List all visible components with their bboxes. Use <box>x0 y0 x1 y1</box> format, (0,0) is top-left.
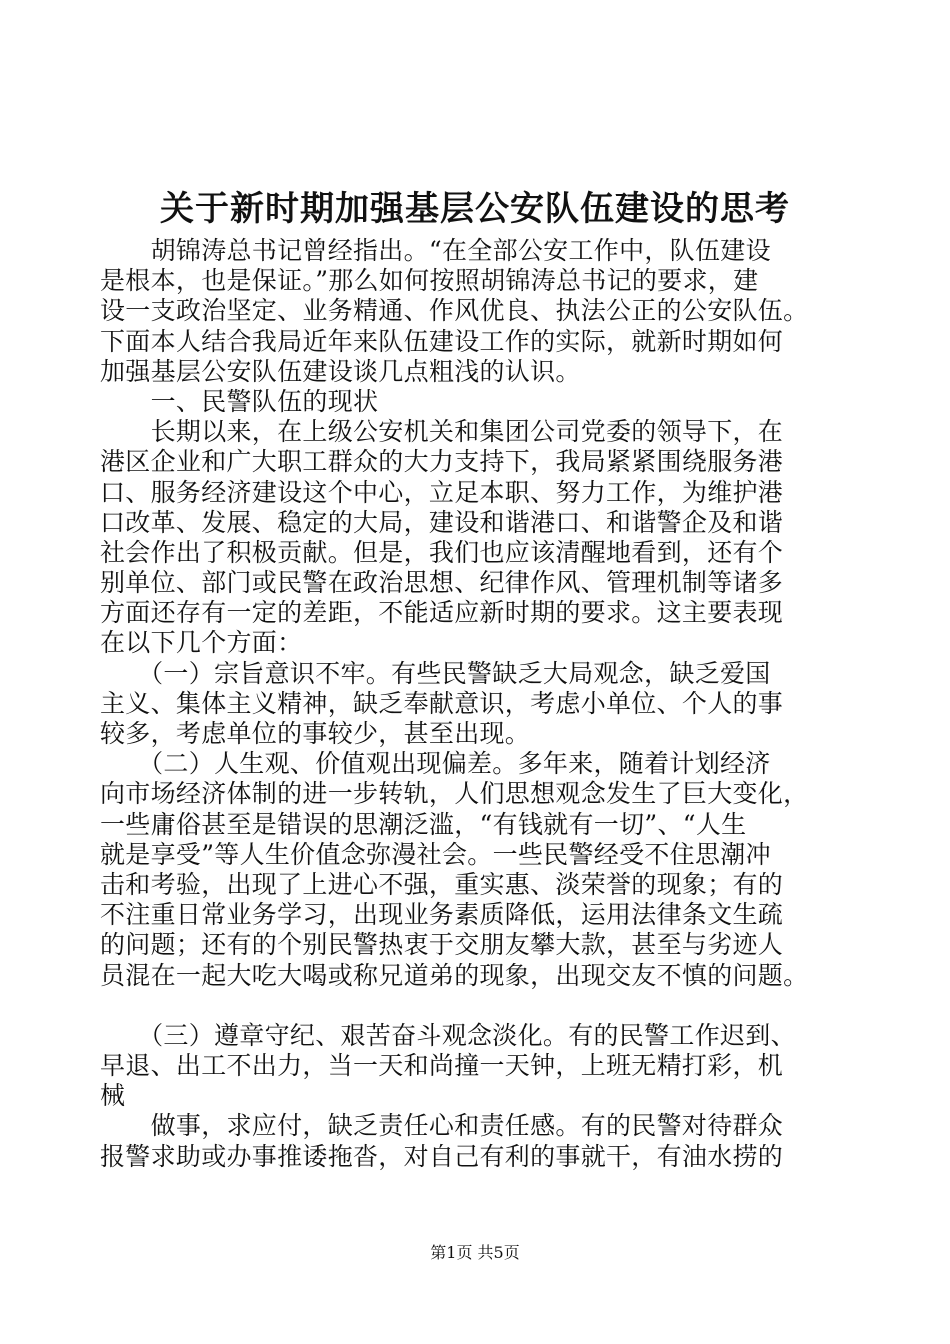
body-line: 设一支政治坚定、业务精通、作风优良、执法公正的公安队伍。 <box>100 296 809 326</box>
body-line: 报警求助或办事推诿拖沓，对自己有利的事就干，有油水捞的 <box>100 1141 784 1171</box>
body-line: 击和考验，出现了上进心不强，重实惠、淡荣誉的现象；有的 <box>100 869 784 899</box>
body-line: 主义、集体主义精神，缺乏奉献意识，考虑小单位、个人的事 <box>100 688 784 718</box>
body-line: 长期以来，在上级公安机关和集团公司党委的领导下，在 <box>100 417 784 447</box>
body-line: 在以下几个方面： <box>100 628 303 658</box>
body-line: 口、服务经济建设这个中心，立足本职、努力工作，为维护港 <box>100 477 784 507</box>
body-line: （一）宗旨意识不牢。有些民警缺乏大局观念，缺乏爱国 <box>100 658 771 688</box>
page-number-footer: 第1页 共5页 <box>430 1243 520 1262</box>
document-title: 关于新时期加强基层公安队伍建设的思考 <box>160 189 790 229</box>
body-line: （二）人生观、价值观出现偏差。多年来，随着计划经济 <box>100 749 771 779</box>
document-body <box>100 236 860 1172</box>
body-line: 是根本，也是保证。”那么如何按照胡锦涛总书记的要求，建 <box>100 266 759 296</box>
body-line: 下面本人结合我局近年来队伍建设工作的实际，就新时期如何 <box>100 326 784 356</box>
body-line: 一、民警队伍的现状 <box>100 386 379 416</box>
body-line: 别单位、部门或民警在政治思想、纪律作风、管理机制等诸多 <box>100 568 784 598</box>
body-line: 向市场经济体制的进一步转轨，人们思想观念发生了巨大变化， <box>100 779 809 809</box>
body-line: 员混在一起大吃大喝或称兄道弟的现象，出现交友不慎的问题。 <box>100 960 809 990</box>
body-line: 一些庸俗甚至是错误的思潮泛滥，“有钱就有一切”、“人生 <box>100 809 747 839</box>
body-line: （三）遵章守纪、艰苦奋斗观念淡化。有的民警工作迟到、 <box>100 1020 796 1050</box>
body-line: 口改革、发展、稳定的大局，建设和谐港口、和谐警企及和谐 <box>100 507 784 537</box>
body-line: 方面还存有一定的差距，不能适应新时期的要求。这主要表现 <box>100 598 784 628</box>
body-line: 的问题；还有的个别民警热衷于交朋友攀大款，甚至与劣迹人 <box>100 930 784 960</box>
body-line: 早退、出工不出力，当一天和尚撞一天钟，上班无精打彩，机 <box>100 1051 784 1081</box>
body-line: 社会作出了积极贡献。但是，我们也应该清醒地看到，还有个 <box>100 537 784 567</box>
blank-line <box>100 991 860 1021</box>
body-line: 就是享受”等人生价值念弥漫社会。一些民警经受不住思潮冲 <box>100 839 771 869</box>
body-line: 胡锦涛总书记曾经指出。“在全部公安工作中，队伍建设 <box>100 236 771 265</box>
body-line: 做事，求应付，缺乏责任心和责任感。有的民警对待群众 <box>100 1111 784 1141</box>
body-line: 械 <box>100 1081 126 1111</box>
body-line: 较多，考虑单位的事较少，甚至出现。 <box>100 719 531 748</box>
body-line: 港区企业和广大职工群众的大力支持下，我局紧紧围绕服务港 <box>100 447 784 477</box>
body-line: 不注重日常业务学习，出现业务素质降低，运用法律条文生疏 <box>100 900 784 930</box>
body-line: 加强基层公安队伍建设谈几点粗浅的认识。 <box>100 356 581 386</box>
